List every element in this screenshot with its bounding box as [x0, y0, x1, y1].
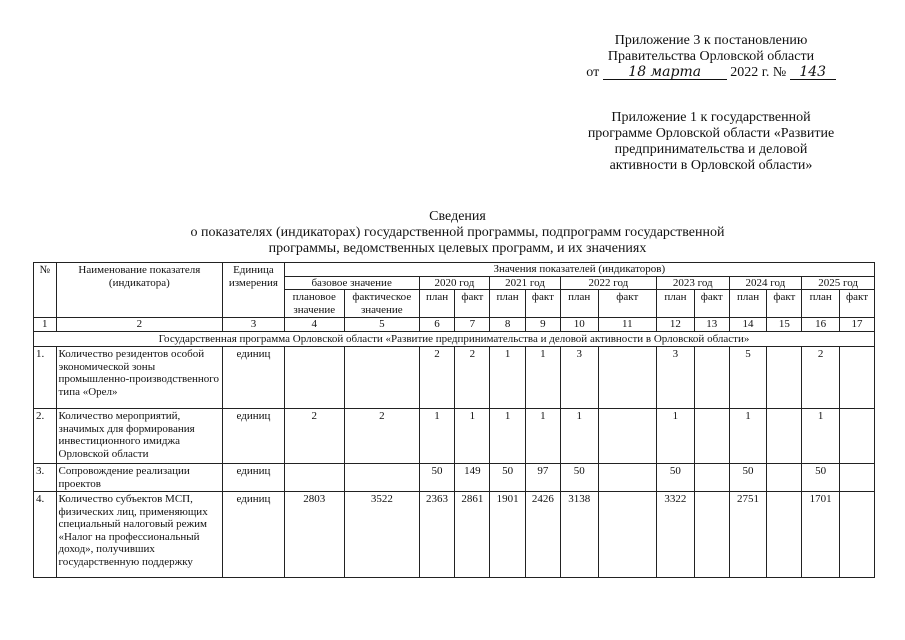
- value-cell: 5: [729, 347, 767, 409]
- column-number-cell: 3: [223, 318, 284, 332]
- value-cell: [767, 464, 802, 492]
- header-values: Значения показателей (индикаторов): [284, 263, 874, 277]
- header-base-value: базовое значение: [284, 276, 419, 290]
- title-line2: о показателях (индикаторах) государственной программы, подпрограмм государственной: [190, 225, 725, 240]
- column-number-cell: 2: [56, 318, 223, 332]
- table-row: [34, 409, 875, 464]
- value-cell: 1: [526, 347, 561, 409]
- value-cell: [598, 464, 656, 492]
- value-cell: 3138: [560, 492, 598, 578]
- value-cell: [767, 492, 802, 578]
- header-year-2023: 2023 год: [656, 276, 729, 290]
- column-number-cell: 10: [560, 318, 598, 332]
- value-cell: 2: [284, 409, 344, 464]
- header-indicator-name: Наименование показателя (индикатора): [56, 263, 223, 318]
- value-cell: 1: [490, 409, 526, 464]
- date-prefix: от: [586, 65, 600, 80]
- column-number-cell: 11: [598, 318, 656, 332]
- header-plan: план: [419, 290, 455, 318]
- value-cell: 97: [526, 464, 561, 492]
- row-number: 4.: [34, 492, 57, 578]
- column-number-cell: 7: [455, 318, 490, 332]
- value-cell: [840, 347, 875, 409]
- header-plan: план: [656, 290, 694, 318]
- header-fact: факт: [455, 290, 490, 318]
- appendix-1-line1: Приложение 1 к государственной: [611, 110, 811, 125]
- value-cell: 3: [560, 347, 598, 409]
- appendix-3-block: [556, 33, 866, 81]
- header-fact: факт: [598, 290, 656, 318]
- indicator-name: Сопровождение реализации проектов: [56, 464, 223, 492]
- header-year-2021: 2021 год: [490, 276, 561, 290]
- value-cell: 2: [802, 347, 840, 409]
- header-actual-value: фактическое значение: [344, 290, 419, 318]
- unit-cell: единиц: [223, 409, 284, 464]
- value-cell: 2: [419, 347, 455, 409]
- title-line1: Сведения: [429, 209, 486, 224]
- value-cell: 2751: [729, 492, 767, 578]
- column-number-cell: 17: [840, 318, 875, 332]
- row-number: 3.: [34, 464, 57, 492]
- value-cell: 1701: [802, 492, 840, 578]
- row-number: 1.: [34, 347, 57, 409]
- value-cell: [284, 464, 344, 492]
- value-cell: 50: [802, 464, 840, 492]
- header-planned-value: плановое значение: [284, 290, 344, 318]
- value-cell: [284, 347, 344, 409]
- table-row: [34, 492, 875, 578]
- value-cell: [598, 409, 656, 464]
- indicator-name: Количество резидентов особой экономической зоны промышленно-производственного типа «Орел»: [56, 347, 223, 409]
- value-cell: 3322: [656, 492, 694, 578]
- value-cell: 1: [455, 409, 490, 464]
- value-cell: 1: [802, 409, 840, 464]
- value-cell: [840, 464, 875, 492]
- title-line3: программы, ведомственных целевых программ, и их значениях: [268, 241, 647, 256]
- value-cell: 1: [419, 409, 455, 464]
- column-number-cell: 8: [490, 318, 526, 332]
- value-cell: 50: [729, 464, 767, 492]
- value-cell: [344, 464, 419, 492]
- value-cell: 3522: [344, 492, 419, 578]
- column-number-cell: 13: [694, 318, 729, 332]
- value-cell: 50: [419, 464, 455, 492]
- value-cell: 149: [455, 464, 490, 492]
- header-year-2024: 2024 год: [729, 276, 802, 290]
- value-cell: [598, 492, 656, 578]
- value-cell: [840, 409, 875, 464]
- value-cell: 1: [560, 409, 598, 464]
- column-number-row: [34, 318, 875, 332]
- column-number-cell: 12: [656, 318, 694, 332]
- header-year-2025: 2025 год: [802, 276, 875, 290]
- column-number-cell: 5: [344, 318, 419, 332]
- value-cell: 2: [455, 347, 490, 409]
- value-cell: 50: [656, 464, 694, 492]
- value-cell: 2: [344, 409, 419, 464]
- value-cell: 1: [490, 347, 526, 409]
- value-cell: 50: [490, 464, 526, 492]
- value-cell: 1: [656, 409, 694, 464]
- value-cell: [767, 347, 802, 409]
- table-row: [34, 464, 875, 492]
- appendix-1-line3: предпринимательства и деловой: [614, 142, 808, 157]
- value-cell: 2426: [526, 492, 561, 578]
- header-fact: факт: [694, 290, 729, 318]
- unit-cell: единиц: [223, 347, 284, 409]
- column-number-cell: 1: [34, 318, 57, 332]
- resolution-date-line: [556, 65, 866, 81]
- value-cell: 1: [526, 409, 561, 464]
- header-fact: факт: [526, 290, 561, 318]
- handwritten-number: 143: [790, 65, 836, 80]
- indicator-name: Количество мероприятий, значимых для формирования инвестиционного имиджа Орловской области: [56, 409, 223, 464]
- row-number: 2.: [34, 409, 57, 464]
- header-plan: план: [802, 290, 840, 318]
- header-fact: факт: [840, 290, 875, 318]
- appendix-1-line2: программе Орловской области «Развитие: [587, 126, 835, 141]
- value-cell: 1: [729, 409, 767, 464]
- header-unit: Единица измерения: [223, 263, 284, 318]
- column-number-cell: 16: [802, 318, 840, 332]
- column-number-cell: 14: [729, 318, 767, 332]
- header-fact: факт: [767, 290, 802, 318]
- header-year-2020: 2020 год: [419, 276, 490, 290]
- unit-cell: единиц: [223, 492, 284, 578]
- value-cell: 2363: [419, 492, 455, 578]
- appendix-1-block: [556, 110, 866, 174]
- unit-cell: единиц: [223, 464, 284, 492]
- indicators-table: [33, 262, 875, 578]
- column-number-cell: 4: [284, 318, 344, 332]
- value-cell: [694, 409, 729, 464]
- header-number: №: [34, 263, 57, 318]
- value-cell: 1901: [490, 492, 526, 578]
- header-plan: план: [729, 290, 767, 318]
- value-cell: [598, 347, 656, 409]
- program-title: Государственная программа Орловской области «Развитие предпринимательства и деловой активности в Орловской области»: [34, 331, 875, 347]
- value-cell: [694, 347, 729, 409]
- value-cell: 3: [656, 347, 694, 409]
- appendix-3-line1: Приложение 3 к постановлению: [614, 33, 808, 48]
- table-row: [34, 347, 875, 409]
- header-plan: план: [560, 290, 598, 318]
- table-body: [34, 318, 875, 578]
- header-plan: план: [490, 290, 526, 318]
- handwritten-date: 18 марта: [603, 65, 727, 80]
- column-number-cell: 9: [526, 318, 561, 332]
- value-cell: [344, 347, 419, 409]
- value-cell: 2803: [284, 492, 344, 578]
- value-cell: [694, 464, 729, 492]
- indicator-name: Количество субъектов МСП, физических лиц, применяющих специальный налоговый режим «Налог на профессиональный доход», получивших государственную поддержку: [56, 492, 223, 578]
- value-cell: [840, 492, 875, 578]
- program-title-row: [34, 331, 875, 347]
- year-text: 2022 г. №: [730, 65, 787, 80]
- column-number-cell: 15: [767, 318, 802, 332]
- value-cell: [767, 409, 802, 464]
- appendix-3-line2: Правительства Орловской области: [607, 49, 815, 64]
- value-cell: 50: [560, 464, 598, 492]
- appendix-1-line4: активности в Орловской области»: [609, 158, 813, 173]
- document-title: [100, 209, 815, 257]
- value-cell: 2861: [455, 492, 490, 578]
- header-year-2022: 2022 год: [560, 276, 656, 290]
- column-number-cell: 6: [419, 318, 455, 332]
- value-cell: [694, 492, 729, 578]
